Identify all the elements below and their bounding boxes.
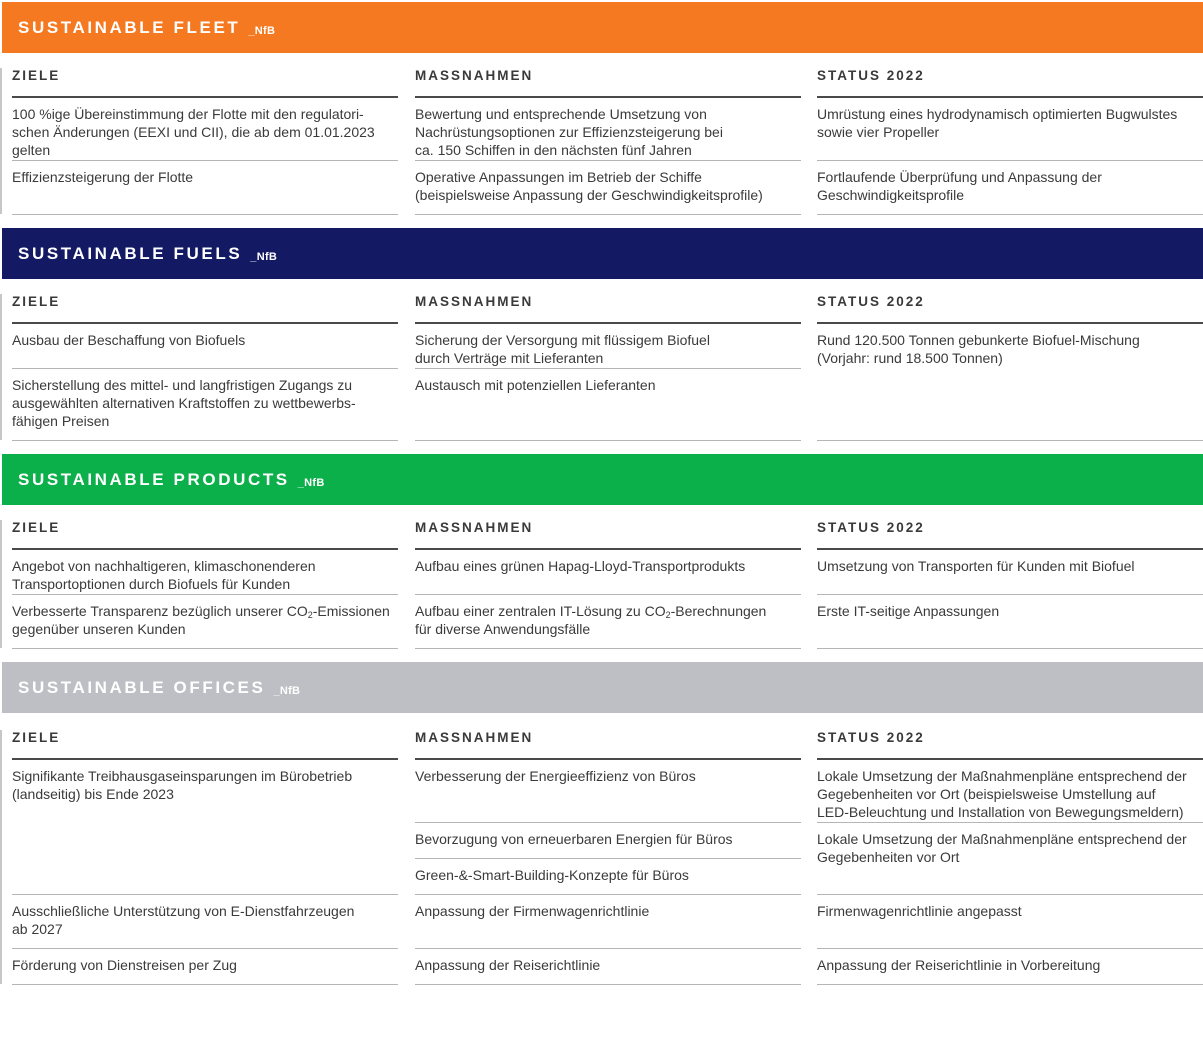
table-cell: Anpassung der Firmenwagenrichtlinie (415, 895, 801, 949)
section-title: SUSTAINABLE FUELS (18, 243, 243, 263)
column-header: MASSNAHMEN (415, 520, 534, 535)
table-cell: Aufbau einer zentralen IT-Lösung zu $CO_2$-Berechnungen für diverse Anwendungsfälle (415, 595, 801, 649)
table-cell: Anpassung der Reiserichtlinie (415, 949, 801, 985)
column-header: MASSNAHMEN (415, 730, 534, 745)
section-fuels (0, 294, 1203, 440)
section-products (0, 520, 1203, 648)
section-title: SUSTAINABLE OFFICES (18, 677, 266, 697)
column-header: STATUS 2022 (817, 294, 925, 309)
table-cell: Verbesserte Transparenz bezüglich unserer $CO_2$-Emissionen gegenüber unseren Kunden (12, 595, 398, 649)
table-cell: Bewertung und entsprechende Umsetzung von Nachrüstungsoptionen zur Effizienzsteigerung bei ca. 150 Schiffen in den nächsten fünf Jahren (415, 98, 801, 161)
column-header: ZIELE (12, 520, 61, 535)
section-suffix: _NfB (297, 476, 325, 489)
column-header: STATUS 2022 (817, 520, 925, 535)
column-header: STATUS 2022 (817, 68, 925, 83)
column-header: STATUS 2022 (817, 730, 925, 745)
section-fleet (0, 68, 1203, 214)
table-cell: Erste IT-seitige Anpassungen (817, 595, 1203, 649)
table-cell: Signifikante Treibhausgaseinsparungen im Bürobetrieb (landseitig) bis Ende 2023 (12, 760, 398, 895)
table-cell: Lokale Umsetzung der Maßnahmenpläne entsprechend der Gegebenheiten vor Ort (817, 823, 1203, 895)
section-title: SUSTAINABLE PRODUCTS (18, 469, 290, 489)
table-cell: Umrüstung eines hydrodynamisch optimierten Bugwulstes sowie vier Propeller (817, 98, 1203, 161)
section-suffix: _NfB (248, 24, 276, 37)
table-cell: Firmenwagenrichtlinie angepasst (817, 895, 1203, 949)
table-cell: Ausbau der Beschaffung von Biofuels (12, 324, 398, 369)
column-header: MASSNAHMEN (415, 294, 534, 309)
table-cell: Austausch mit potenziellen Lieferanten (415, 369, 801, 441)
column-header: MASSNAHMEN (415, 68, 534, 83)
table-cell: Effizienzsteigerung der Flotte (12, 161, 398, 215)
table-cell: Lokale Umsetzung der Maßnahmenpläne entsprechend der Gegebenheiten vor Ort (beispielsweise Umstellung auf LED-Beleuchtung und Installation von Bewegungsmeldern) (817, 760, 1203, 823)
table-cell: Aufbau eines grünen Hapag-Lloyd-Transportprodukts (415, 550, 801, 595)
column-header: ZIELE (12, 730, 61, 745)
table-cell: Green-&-Smart-Building-Konzepte für Büros (415, 859, 801, 895)
table-cell: Bevorzugung von erneuerbaren Energien für Büros (415, 823, 801, 859)
section-title: SUSTAINABLE FLEET (18, 17, 241, 37)
table-cell: Förderung von Dienstreisen per Zug (12, 949, 398, 985)
table-cell: Sicherung der Versorgung mit flüssigem Biofuel durch Verträge mit Lieferanten (415, 324, 801, 369)
table-cell: Sicherstellung des mittel- und langfristigen Zugangs zu ausgewählten alternativen Kraftstoffen zu wettbewerbs- fähigen Preisen (12, 369, 398, 441)
table-cell: Operative Anpassungen im Betrieb der Schiffe (beispielsweise Anpassung der Geschwindigkeitsprofile) (415, 161, 801, 215)
column-header: ZIELE (12, 294, 61, 309)
section-suffix: _NfB (250, 250, 278, 263)
table-cell: Umsetzung von Transporten für Kunden mit Biofuel (817, 550, 1203, 595)
section-band-products (2, 454, 1203, 505)
table-cell: Anpassung der Reiserichtlinie in Vorbereitung (817, 949, 1203, 985)
section-left-rule (0, 294, 2, 440)
section-left-rule (0, 520, 2, 648)
section-left-rule (0, 68, 2, 214)
column-header: ZIELE (12, 68, 61, 83)
section-band-fleet (2, 2, 1203, 53)
table-cell (817, 369, 1203, 441)
section-band-fuels (2, 228, 1203, 279)
section-left-rule (0, 730, 2, 984)
table-cell: 100 %ige Übereinstimmung der Flotte mit den regulatori- schen Änderungen (EEXI und CII), die ab dem 01.01.2023 gelten (12, 98, 398, 161)
table-cell: Verbesserung der Energieeffizienz von Büros (415, 760, 801, 823)
section-offices (0, 730, 1203, 984)
section-band-offices (2, 662, 1203, 713)
table-cell: Ausschließliche Unterstützung von E-Dienstfahrzeugen ab 2027 (12, 895, 398, 949)
table-cell: Rund 120.500 Tonnen gebunkerte Biofuel-Mischung (Vorjahr: rund 18.500 Tonnen) (817, 332, 1140, 366)
table-cell: Fortlaufende Überprüfung und Anpassung der Geschwindigkeitsprofile (817, 161, 1203, 215)
section-suffix: _NfB (273, 684, 301, 697)
table-cell: Angebot von nachhaltigeren, klimaschonenderen Transportoptionen durch Biofuels für Kunden (12, 550, 398, 595)
